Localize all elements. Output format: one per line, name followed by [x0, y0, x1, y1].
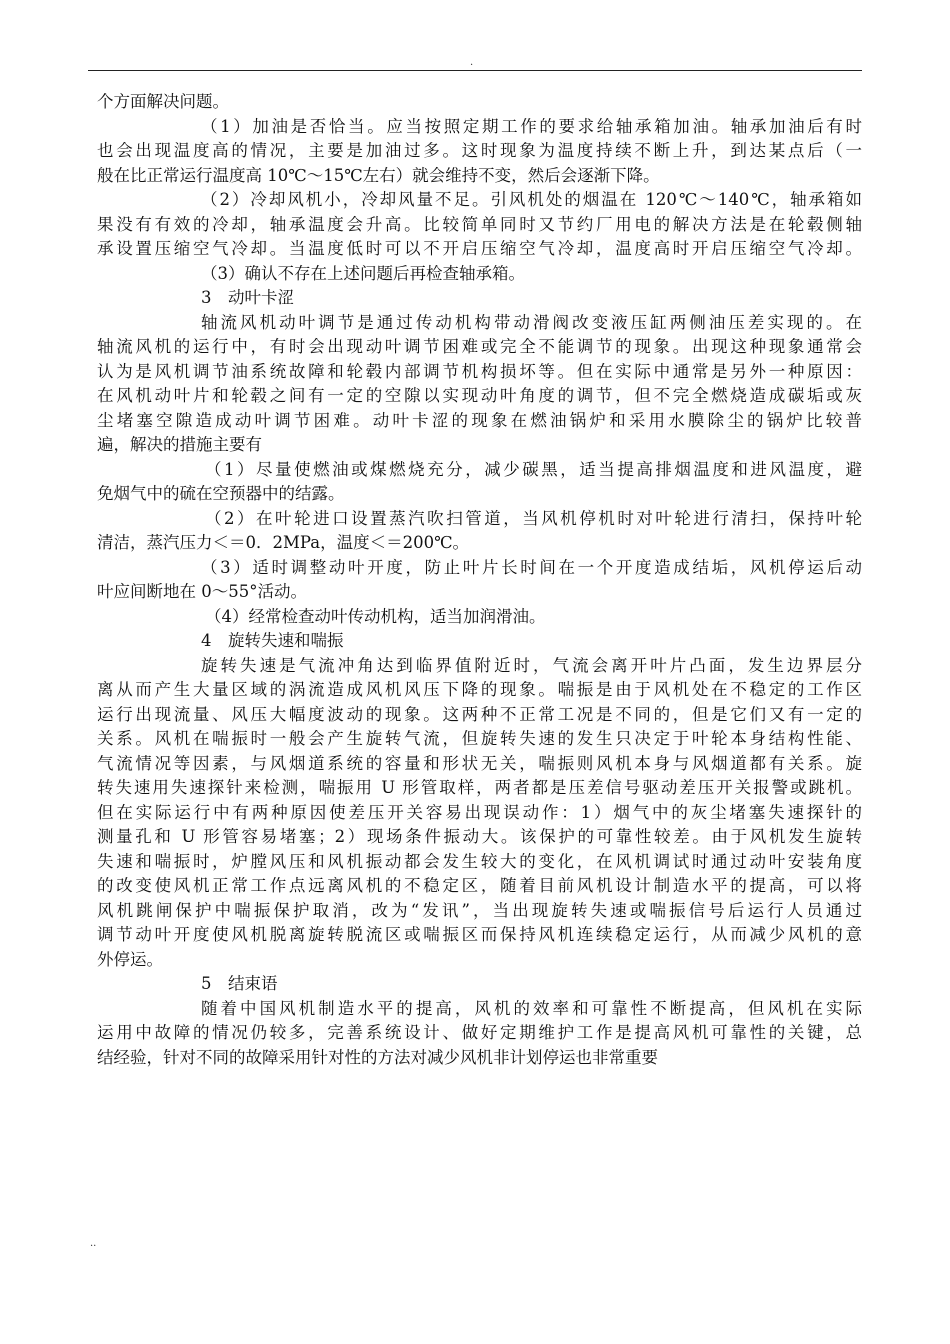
text-line: 4 旋转失速和喘振	[201, 631, 344, 650]
text-line: 旋转失速是气流冲角达到临界值附近时，气流会离开叶片凸面，发生边界层分	[201, 655, 862, 675]
text-line: （3）确认不存在上述问题后再检查轴承箱。	[201, 263, 525, 283]
text-line: 外停运。	[97, 949, 163, 969]
text-line: 免烟气中的硫在空预器中的结露。	[97, 484, 345, 503]
text-line: 清洁，蒸汽压力＜＝0．2MPa，温度＜＝200℃。	[97, 533, 470, 552]
text-line: 认为是风机调节油系统故障和轮毂内部调节机构损坏等。但在实际中通常是另外一种原因：	[97, 361, 862, 381]
text-line: 转失速用失速探针来检测，喘振用 U 形管取样，两者都是压差信号驱动差压开关报警或跳机。	[97, 778, 862, 797]
text-line: 测量孔和 U 形管容易堵塞；2）现场条件振动大。该保护的可靠性较差。由于风机发生旋转	[97, 827, 862, 846]
text-line: 轴流风机的运行中，有时会出现动叶调节困难或完全不能调节的现象。出现这种现象通常会	[97, 337, 862, 356]
text-line: （3）适时调整动叶开度，防止叶片长时间在一个开度造成结垢，风机停运后动	[201, 557, 862, 577]
text-line: 轴流风机动叶调节是通过传动机构带动滑阀改变液压缸两侧油压差实现的。在	[201, 312, 862, 332]
text-line: 离从而产生大量区域的涡流造成风机风压下降的现象。喘振是由于风机处在不稳定的工作区	[97, 680, 862, 699]
text-line: （4）经常检查动叶传动机构，适当加润滑油。	[205, 606, 546, 626]
text-line: 也会出现温度高的情况，主要是加油过多。这时现象为温度持续不断上升，到达某点后（一	[97, 141, 862, 160]
header-mark: .	[470, 57, 474, 68]
text-line: 5 结束语	[201, 974, 278, 993]
document-body	[97, 90, 862, 1070]
text-line: 但在实际运行中有两种原因使差压开关容易出现误动作：1）烟气中的灰尘堵塞失速探针的	[97, 802, 862, 822]
text-line: （2）冷却风机小，冷却风量不足。引风机处的烟温在 120℃～140℃，轴承箱如	[201, 190, 862, 209]
text-line: 3 动叶卡涩	[201, 288, 294, 307]
text-line: 气流情况等因素，与风烟道系统的容量和形状无关，喘振则风机本身与风烟道都有关系。旋	[97, 753, 862, 773]
text-line: （1）加油是否恰当。应当按照定期工作的要求给轴承箱加油。轴承加油后有时	[201, 116, 862, 136]
text-line: 运行出现流量、风压大幅度波动的现象。这两种不正常工况是不同的，但是它们又有一定的	[97, 704, 862, 724]
text-line: 果没有有效的冷却，轴承温度会升高。比较简单同时又节约厂用电的解决方法是在轮毂侧轴	[97, 214, 862, 234]
text-line: （1）尽量使燃油或煤燃烧充分，减少碳黑，适当提高排烟温度和进风温度，避	[205, 459, 862, 479]
text-line: 调节动叶开度使风机脱离旋转脱流区或喘振区而保持风机连续稳定运行，从而减少风机的意	[97, 925, 862, 944]
text-line: 在风机动叶片和轮毂之间有一定的空隙以实现动叶角度的调节，但不完全燃烧造成碳垢或灰	[97, 386, 862, 405]
text-line: （2）在叶轮进口设置蒸汽吹扫管道，当风机停机时对叶轮进行清扫，保持叶轮	[205, 508, 862, 528]
text-line: 结经验，针对不同的故障采用针对性的方法对减少风机非计划停运也非常重要	[97, 1047, 658, 1067]
footer-mark: ..	[90, 1238, 97, 1249]
text-line: 般在比正常运行温度高 10℃～15℃左右）就会维持不变，然后会逐渐下降。	[97, 165, 660, 185]
text-line: 随着中国风机制造水平的提高，风机的效率和可靠性不断提高，但风机在实际	[201, 998, 862, 1018]
text-line: 的改变使风机正常工作点远离风机的不稳定区，随着目前风机设计制造水平的提高，可以将	[97, 876, 862, 895]
text-line: 关系。风机在喘振时一般会产生旋转气流，但旋转失速的发生只决定于叶轮本身结构性能、	[97, 729, 862, 748]
text-line: 失速和喘振时，炉膛风压和风机振动都会发生较大的变化，在风机调试时通过动叶安装角度	[97, 851, 862, 871]
text-line: 运用中故障的情况仍较多，完善系统设计、做好定期维护工作是提高风机可靠性的关键，总	[97, 1023, 862, 1042]
text-line: 承设置压缩空气冷却。当温度低时可以不开启压缩空气冷却，温度高时开启压缩空气冷却。	[97, 239, 862, 258]
text-line: 尘堵塞空隙造成动叶调节困难。动叶卡涩的现象在燃油锅炉和采用水膜除尘的锅炉比较普	[97, 410, 862, 430]
text-line: 个方面解决问题。	[97, 92, 229, 111]
text-line: 风机跳闸保护中喘振保护取消，改为“发讯”，当出现旋转失速或喘振信号后运行人员通过	[97, 900, 862, 920]
text-line: 叶应间断地在 0～55°活动。	[97, 582, 307, 601]
header-rule	[88, 70, 862, 71]
text-line: 遍，解决的措施主要有	[97, 435, 262, 454]
